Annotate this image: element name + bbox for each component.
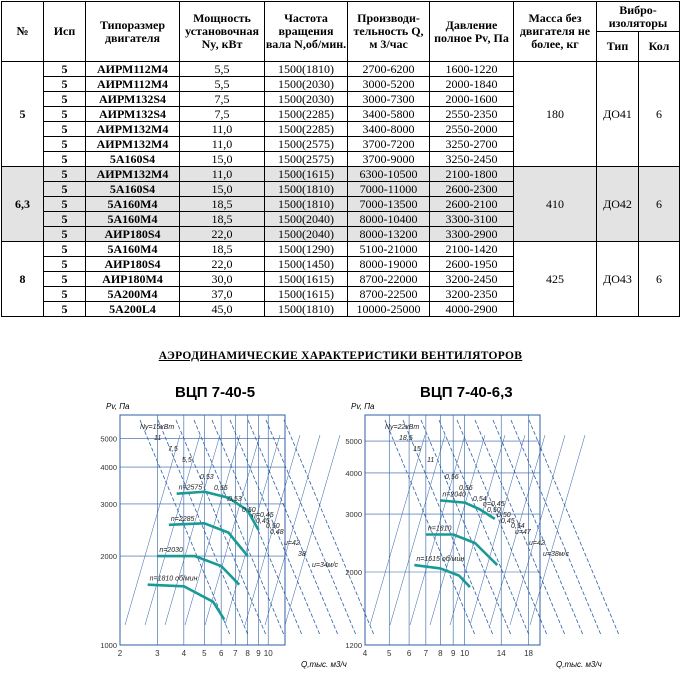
power-ray (185, 435, 240, 625)
x-tick-label: 2 (117, 649, 123, 658)
pressure-cell: 2600-2300 (430, 182, 514, 197)
motor-type-cell: 5А200L4 (86, 302, 180, 317)
pressure-cell: 2000-1840 (430, 77, 514, 92)
vibro-count-cell: 6 (639, 167, 680, 242)
header-flow: Производи-тельность Q, м 3/час (348, 2, 430, 62)
speed-cell: 1500(2575) (265, 152, 348, 167)
y-tick-label: 5000 (100, 434, 117, 444)
header-pressure: Давление полное Pv, Па (430, 2, 514, 62)
power-cell: 22,0 (180, 227, 265, 242)
speed-cell: 1500(2030) (265, 77, 348, 92)
x-tick-label: 9 (450, 649, 456, 658)
pressure-cell: 2100-1800 (430, 167, 514, 182)
power-cell: 11,0 (180, 122, 265, 137)
motor-type-cell: АИРМ132М4 (86, 122, 180, 137)
curve-annotation: 0,50 (266, 523, 280, 530)
speed-cell: 1500(2040) (265, 212, 348, 227)
x-tick-label: 7 (423, 649, 429, 658)
fan-size-cell: 8 (2, 242, 44, 317)
curve-annotation: 0,50 (242, 507, 256, 514)
isp-cell: 5 (44, 182, 86, 197)
power-ray (530, 435, 585, 625)
isp-cell: 5 (44, 152, 86, 167)
y-tick-label: 1000 (100, 641, 117, 650)
header-power: Мощность установочная Ny, кВт (180, 2, 265, 62)
flow-cell: 3400-5800 (348, 107, 430, 122)
speed-cell: 1500(2285) (265, 107, 348, 122)
curve-annotation: 0,56 (459, 485, 473, 492)
power-cell: 18,5 (180, 242, 265, 257)
header-speed: Частота вращения вала N,об/мин. (265, 2, 348, 62)
power-ray (370, 435, 425, 625)
curve-annotation: 15 (413, 446, 421, 453)
mass-cell: 425 (514, 242, 597, 317)
x-tick-label: 7 (233, 649, 238, 658)
pressure-cell: 3250-2700 (430, 137, 514, 152)
motor-type-cell: АИРМ132S4 (86, 92, 180, 107)
power-cell: 15,0 (180, 182, 265, 197)
power-cell: 5,5 (180, 62, 265, 77)
header-mass: Масса без двигателя не более, кг (514, 2, 597, 62)
isp-cell: 5 (44, 107, 86, 122)
speed-cell: 1500(1615) (265, 272, 348, 287)
power-ray (450, 435, 505, 625)
flow-cell: 3000-7300 (348, 92, 430, 107)
pressure-cell: 3300-2900 (430, 227, 514, 242)
flow-cell: 8000-19000 (348, 257, 430, 272)
curve-annotation: 7,5 (168, 446, 178, 453)
speed-cell: 1500(2040) (265, 227, 348, 242)
pressure-cell: 3200-2450 (430, 272, 514, 287)
isp-cell: 5 (44, 227, 86, 242)
power-cell: 7,5 (180, 107, 265, 122)
isp-cell: 5 (44, 137, 86, 152)
curve-annotation: 0,45 (256, 518, 270, 525)
power-cell: 37,0 (180, 287, 265, 302)
power-ray (125, 435, 180, 625)
header-num: № (2, 2, 44, 62)
power-ray (205, 435, 260, 625)
flow-cell: 3000-5200 (348, 77, 430, 92)
speed-cell: 1500(1810) (265, 182, 348, 197)
speed-label: n=2575 (178, 484, 203, 492)
y-tick-label: 1200 (345, 641, 362, 650)
x-tick-label: 9 (256, 649, 261, 658)
pressure-cell: 1600-1220 (430, 62, 514, 77)
motor-type-cell: 5А160М4 (86, 242, 180, 257)
x-tick-label: 18 (524, 649, 533, 658)
motor-type-cell: 5А160М4 (86, 212, 180, 227)
x-axis-label: Q,тыс. м3/ч (301, 660, 347, 669)
curve-annotation: 18,5 (399, 435, 413, 442)
x-tick-label: 8 (245, 649, 250, 658)
x-tick-label: 8 (438, 649, 443, 658)
speed-label: n=1810 (427, 525, 452, 533)
pressure-cell: 2550-2000 (430, 122, 514, 137)
curve-annotation: 0,53 (200, 474, 214, 481)
speed-label: n=2040 (442, 491, 466, 499)
flow-cell: 8000-10400 (348, 212, 430, 227)
chart-title: ВЦП 7-40-5 (175, 384, 256, 401)
power-cell: 22,0 (180, 257, 265, 272)
speed-cell: 1500(1810) (265, 302, 348, 317)
isp-cell: 5 (44, 122, 86, 137)
spec-table-body (2, 62, 680, 317)
fan-chart-vcp-7-40-5 (85, 375, 355, 681)
power-cell: 5,5 (180, 77, 265, 92)
curve-annotation: Ny=22кВт (385, 424, 420, 431)
plot-frame (365, 415, 540, 645)
efficiency-ray (529, 420, 619, 635)
y-tick-label: 3000 (345, 510, 362, 520)
speed-cell: 1500(1450) (265, 257, 348, 272)
mass-cell: 180 (514, 62, 597, 167)
power-cell: 15,0 (180, 152, 265, 167)
flow-cell: 3700-9000 (348, 152, 430, 167)
speed-cell: 1500(1615) (265, 167, 348, 182)
header-vibro: Вибро-изоляторы (597, 2, 680, 32)
curve-annotation: 11 (427, 457, 435, 464)
curve-annotation: 0,50 (487, 507, 501, 514)
power-ray (165, 435, 220, 625)
flow-cell: 8000-13200 (348, 227, 430, 242)
curve-annotation: 0,54 (473, 496, 487, 503)
header-vibro-count: Кол (639, 32, 680, 62)
fan-size-cell: 6,3 (2, 167, 44, 242)
x-axis-label: Q,тыс. м3/ч (556, 660, 602, 669)
curve-annotation: u=47 (515, 529, 531, 536)
flow-cell: 8700-22000 (348, 272, 430, 287)
pressure-cell: 3200-2350 (430, 287, 514, 302)
speed-cell: 1500(1615) (265, 287, 348, 302)
isp-cell: 5 (44, 287, 86, 302)
isp-cell: 5 (44, 212, 86, 227)
pressure-curve (148, 585, 225, 620)
y-tick-label: 2000 (100, 552, 117, 562)
x-tick-label: 6 (218, 649, 224, 658)
vibro-type-cell: ДО41 (597, 62, 639, 167)
curve-annotation: Ny=15кВт (140, 424, 175, 431)
y-tick-label: 2000 (345, 567, 362, 577)
x-tick-label: 10 (263, 649, 273, 658)
flow-cell: 8700-22500 (348, 287, 430, 302)
motor-type-cell: АИРМ112М4 (86, 62, 180, 77)
motor-type-cell: АИРМ132S4 (86, 107, 180, 122)
header-isp: Исп (44, 2, 86, 62)
flow-cell: 3700-7200 (348, 137, 430, 152)
power-cell: 18,5 (180, 197, 265, 212)
y-tick-label: 5000 (345, 437, 362, 447)
isp-cell: 5 (44, 272, 86, 287)
curve-annotation: 0,53 (228, 496, 242, 503)
x-tick-label: 3 (155, 649, 160, 658)
motor-type-cell: 5А200М4 (86, 287, 180, 302)
isp-cell: 5 (44, 167, 86, 182)
pressure-cell: 3250-2450 (430, 152, 514, 167)
flow-cell: 6300-10500 (348, 167, 430, 182)
speed-label: n=2030 (159, 547, 183, 555)
pressure-cell: 2100-1420 (430, 242, 514, 257)
x-tick-label: 6 (406, 649, 412, 658)
pressure-cell: 4000-2900 (430, 302, 514, 317)
speed-cell: 1500(2030) (265, 92, 348, 107)
power-cell: 11,0 (180, 167, 265, 182)
speed-label: n=2285 (170, 515, 195, 523)
efficiency-ray (457, 420, 547, 635)
motor-type-cell: 5А160S4 (86, 152, 180, 167)
power-ray (145, 435, 200, 625)
flow-cell: 2700-6200 (348, 62, 430, 77)
x-tick-label: 5 (202, 649, 207, 658)
pressure-cell: 2600-1950 (430, 257, 514, 272)
speed-cell: 1500(2575) (265, 137, 348, 152)
motor-type-cell: АИР180S4 (86, 227, 180, 242)
motor-type-cell: АИРМ112М4 (86, 77, 180, 92)
y-tick-label: 4000 (100, 463, 117, 473)
isp-cell: 5 (44, 197, 86, 212)
vibro-type-cell: ДО42 (597, 167, 639, 242)
vibro-count-cell: 6 (639, 242, 680, 317)
fan-size-cell: 5 (2, 62, 44, 167)
curve-annotation: u=42 (284, 540, 300, 547)
mass-cell: 410 (514, 167, 597, 242)
speed-label: n=1810 об/мин (149, 575, 198, 583)
vibro-count-cell: 6 (639, 62, 680, 167)
curve-annotation: u=34м/с (312, 562, 339, 569)
y-tick-label: 3000 (100, 499, 117, 509)
x-tick-label: 4 (362, 649, 368, 658)
chart-title: ВЦП 7-40-6,3 (420, 384, 513, 401)
curve-annotation: η=0,45 (483, 501, 505, 508)
power-cell: 11,0 (180, 137, 265, 152)
speed-cell: 1500(1290) (265, 242, 348, 257)
pressure-cell: 2600-2100 (430, 197, 514, 212)
curve-annotation: u=38м/с (543, 551, 570, 558)
curve-annotation: 0,48 (270, 529, 284, 536)
motor-type-cell: 5А160М4 (86, 197, 180, 212)
flow-cell: 3400-8000 (348, 122, 430, 137)
power-cell: 18,5 (180, 212, 265, 227)
curve-annotation: u=42 (529, 540, 545, 547)
y-axis-label: Pv, Па (106, 402, 130, 411)
y-tick-label: 4000 (345, 468, 362, 478)
flow-cell: 5100-21000 (348, 242, 430, 257)
curve-annotation: 0,50 (497, 512, 511, 519)
curve-annotation: 11 (154, 435, 162, 442)
isp-cell: 5 (44, 62, 86, 77)
flow-cell: 7000-11000 (348, 182, 430, 197)
x-tick-label: 5 (387, 649, 392, 658)
curve-annotation: 0,56 (445, 474, 459, 481)
y-axis-label: Pv, Па (351, 402, 375, 411)
curve-annotation: 38 (298, 551, 306, 558)
x-tick-label: 14 (496, 649, 506, 658)
x-tick-label: 10 (460, 649, 470, 658)
isp-cell: 5 (44, 257, 86, 272)
header-vibro-type: Тип (597, 32, 639, 62)
table-row (2, 242, 680, 257)
table-row (2, 167, 680, 182)
motor-spec-table (1, 1, 680, 317)
pressure-cell: 2550-2350 (430, 107, 514, 122)
isp-cell: 5 (44, 302, 86, 317)
motor-type-cell: АИР180М4 (86, 272, 180, 287)
flow-cell: 10000-25000 (348, 302, 430, 317)
speed-cell: 1500(1810) (265, 197, 348, 212)
motor-type-cell: АИР180S4 (86, 257, 180, 272)
curve-annotation: η=0,45 (252, 512, 274, 519)
header-type: Типоразмер двигателя (86, 2, 180, 62)
curve-annotation: 0,54 (511, 523, 525, 530)
x-tick-label: 4 (181, 649, 187, 658)
curve-annotation: 0,45 (501, 518, 515, 525)
power-cell: 30,0 (180, 272, 265, 287)
curve-annotation: 5,5 (182, 457, 192, 464)
isp-cell: 5 (44, 92, 86, 107)
vibro-type-cell: ДО43 (597, 242, 639, 317)
motor-type-cell: АИРМ132М4 (86, 167, 180, 182)
curve-annotation: 0,55 (214, 485, 228, 492)
speed-cell: 1500(2285) (265, 122, 348, 137)
pressure-cell: 2000-1600 (430, 92, 514, 107)
power-cell: 45,0 (180, 302, 265, 317)
motor-type-cell: 5А160S4 (86, 182, 180, 197)
flow-cell: 7000-13500 (348, 197, 430, 212)
speed-label: n=1615 об/мин (416, 556, 465, 564)
pressure-cell: 3300-3100 (430, 212, 514, 227)
power-cell: 7,5 (180, 92, 265, 107)
speed-cell: 1500(1810) (265, 62, 348, 77)
isp-cell: 5 (44, 77, 86, 92)
motor-type-cell: АИРМ132М4 (86, 137, 180, 152)
section-title: АЭРОДИНАМИЧЕСКИЕ ХАРАКТЕРИСТИКИ ВЕНТИЛЯТОРОВ (158, 350, 523, 362)
fan-chart-vcp-7-40-6-3 (330, 375, 602, 681)
table-row (2, 62, 680, 77)
isp-cell: 5 (44, 242, 86, 257)
